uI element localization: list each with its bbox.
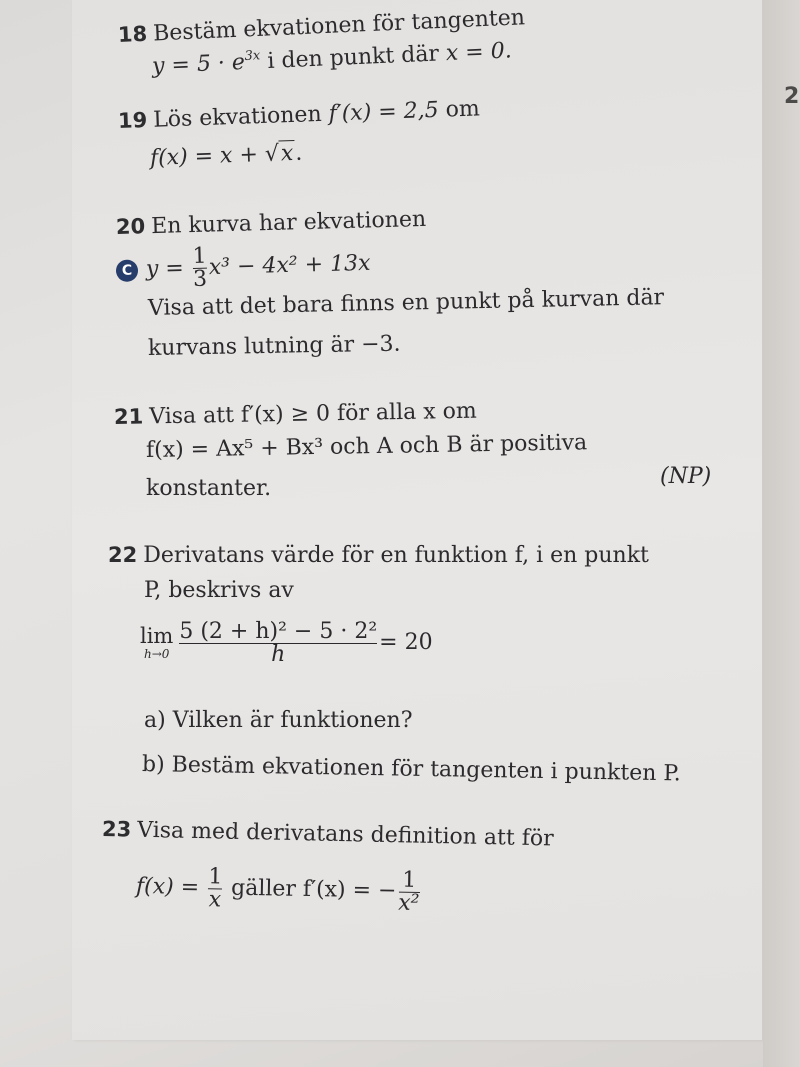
problem-19-text2: om xyxy=(438,96,481,123)
problem-20-frac-num: 1 xyxy=(192,243,207,269)
edge-page-number: 2 xyxy=(784,84,800,109)
c-level-badge-icon: C xyxy=(116,259,139,282)
problem-18-text2: i den punkt där xyxy=(259,41,447,75)
problem-19-radicand: x xyxy=(278,140,295,167)
problem-23-line2 xyxy=(136,864,422,915)
np-tag: (NP) xyxy=(660,464,712,489)
problem-21-line2: f(x) = Ax⁵ + Bx³ och A och B är positiva xyxy=(145,430,588,463)
problem-18-exponent: 3x xyxy=(244,48,261,64)
problem-19-function: f(x) = x + √ xyxy=(149,141,280,171)
problem-22-frac-den: h xyxy=(179,643,377,666)
problem-23-fx: f(x) = xyxy=(135,874,207,901)
problem-23-text: Visa med derivatans definition att för xyxy=(136,817,554,852)
problem-18-condition: x = 0. xyxy=(445,38,513,67)
problem-18-number: 18 xyxy=(117,21,148,47)
problem-23-d-den: x² xyxy=(398,890,420,916)
problem-20-line2 xyxy=(115,241,371,293)
problem-22-number: 22 xyxy=(108,543,138,567)
problem-19-period: . xyxy=(294,140,303,166)
problem-23-frac-num: 1 xyxy=(208,863,223,890)
problem-20-line4: kurvans lutning är −3. xyxy=(147,331,401,361)
problem-18-text: Bestäm ekvationen för tangenten xyxy=(152,5,526,47)
problem-20-line3: Visa att det bara finns en punkt på kurvan där xyxy=(147,285,665,321)
limit-subscript: h→0 xyxy=(143,647,170,661)
problem-22-result: = 20 xyxy=(379,630,433,655)
problem-22-line1 xyxy=(108,542,649,569)
problem-21-number: 21 xyxy=(113,404,144,429)
limit-operator xyxy=(140,625,173,661)
problem-18-expression: y = 5 · e xyxy=(151,49,246,79)
problem-22-line2: P, beskrivs av xyxy=(144,578,294,603)
problem-23-d-num: 1 xyxy=(402,867,417,893)
problem-22-frac-num: 5 (2 + h)² − 5 · 2² xyxy=(179,618,378,644)
problem-22-b: b) Bestäm ekvationen för tangenten i punkten P. xyxy=(141,752,681,787)
problem-21-line3: konstanter. xyxy=(146,476,272,501)
limit-text: lim xyxy=(140,624,174,648)
problem-23-number: 23 xyxy=(101,817,132,842)
problem-22-limit xyxy=(140,620,433,666)
problem-23-middle: gäller f′(x) = − xyxy=(223,875,397,904)
problem-21-text: Visa att f′(x) ≥ 0 för alla x om xyxy=(149,398,477,430)
problem-20-text: En kurva har ekvationen xyxy=(150,206,427,240)
problem-20-polynomial: x³ − 4x² + 13x xyxy=(208,250,371,281)
problem-19-text: Lös ekvationen xyxy=(152,101,330,133)
problem-20-y: y = xyxy=(145,255,192,282)
next-page-edge xyxy=(763,0,800,1067)
problem-22-fraction xyxy=(179,618,378,667)
problem-20-number: 20 xyxy=(115,214,146,239)
problem-19-number: 19 xyxy=(117,107,148,133)
problem-23-fraction xyxy=(208,863,223,912)
problem-20-frac-den: 3 xyxy=(192,266,208,292)
problem-23-derivative-fraction xyxy=(398,869,420,914)
problem-22-a: a) Vilken är funktionen? xyxy=(144,708,413,733)
problem-19-equation: f′(x) = 2,5 xyxy=(328,97,440,127)
problem-23-frac-den: x xyxy=(208,886,222,912)
problem-20-fraction xyxy=(192,243,208,292)
problem-19-line2 xyxy=(150,141,303,172)
problem-22-text: Derivatans värde för en funktion f, i en punkt xyxy=(143,543,649,568)
